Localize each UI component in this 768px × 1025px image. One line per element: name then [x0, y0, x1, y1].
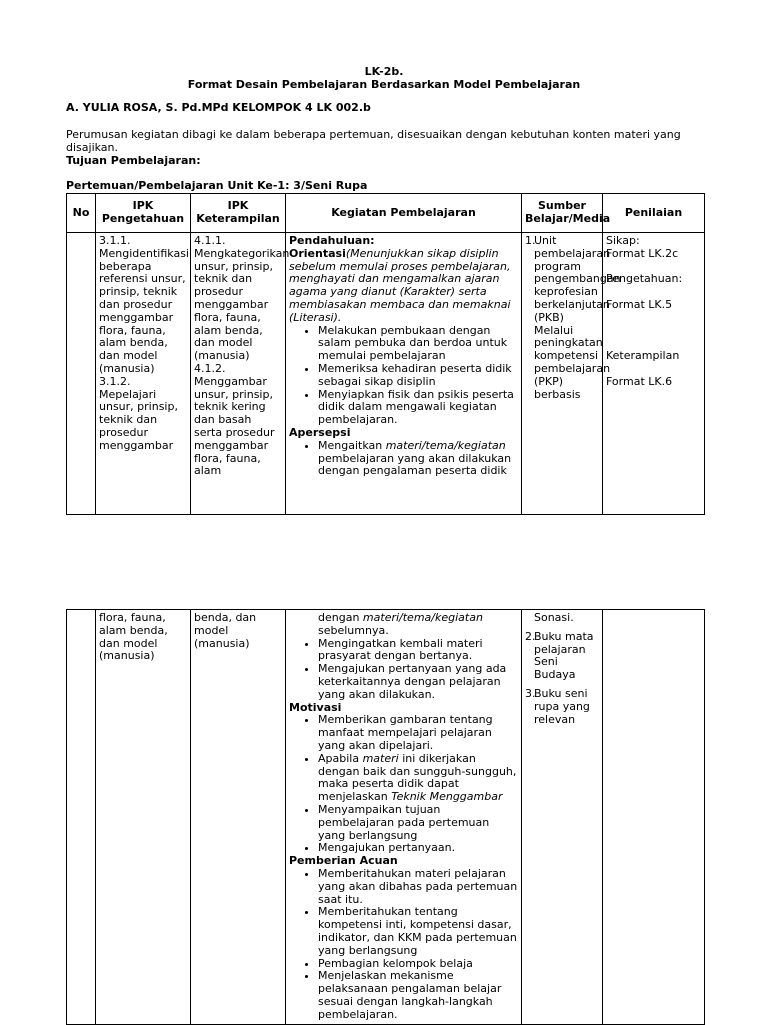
cell-ipk-keterampilan: benda, dan model (manusia) — [191, 610, 286, 1025]
list-item: • Memberitahukan tentang kompetensi inti, kompetensi dasar, indikator, dan KKM pada pertemuan yang berlangsung — [318, 906, 518, 957]
cell-no — [67, 233, 96, 515]
orientasi-label: Orientasi — [289, 246, 346, 260]
list-item: • Menyiapkan fisik dan psikis peserta didik dalam mengawali kegiatan pembelajaran. — [318, 389, 518, 427]
cell-kegiatan — [286, 610, 522, 1025]
list-item: • Memberitahukan materi pelajaran yang akan dibahas pada pertemuan saat itu. — [318, 868, 518, 906]
penilaian-line: Format LK.5 — [606, 297, 673, 311]
cell-sumber — [522, 233, 621, 515]
intro-paragraph: Perumusan kegiatan dibagi ke dalam beberapa pertemuan, disesuaikan dengan kebutuhan konten materi yang disajikan. — [66, 128, 681, 154]
pendahuluan-heading: Pendahuluan: — [289, 234, 375, 247]
acuan-list — [289, 868, 518, 1022]
list-item: • Mengingatkan kembali materi prasyarat dengan bertanya. — [318, 638, 518, 664]
motivasi-list — [289, 714, 518, 855]
cell-ipk-pengetahuan: 3.1.1. Mengidentifikasi beberapa referensi unsur, prinsip, teknik dan prosedur menggambar flora, fauna, alam benda, dan model (manusia) 3.1.2. Mepelajari unsur, prinsip, teknik dan prosedur menggambar — [96, 233, 191, 515]
list-item: • Mengaitkan materi/tema/kegiatan pembelajaran yang akan dilakukan dengan pengalaman peserta didik — [318, 440, 518, 478]
sumber-item: 3. Buku seni rupa yang relevan — [525, 686, 590, 726]
lesson-plan-table — [66, 193, 705, 515]
header-ipk-keterampilan: IPK Keterampilan — [191, 194, 286, 233]
document-code: LK-2b. — [364, 65, 404, 78]
motivasi-heading: Motivasi — [289, 700, 342, 714]
list-item: • Menyampaikan tujuan pembelajaran pada pertemuan yang berlangsung — [318, 804, 518, 842]
lesson-plan-table-continued — [66, 609, 705, 1025]
cell-kegiatan — [286, 233, 522, 515]
penilaian-line: Pengetahuan: — [606, 272, 683, 286]
penilaian-line: Format LK.2c — [606, 246, 679, 260]
list-item: • Mengajukan pertanyaan yang ada keterkaitannya dengan pelajaran yang akan dilakukan. — [318, 663, 518, 701]
header-ipk-pengetahuan: IPK Pengetahuan — [96, 194, 191, 233]
cell-sumber — [522, 610, 603, 1025]
penilaian-line: Sikap: — [606, 234, 640, 247]
tujuan-heading: Tujuan Pembelajaran: — [66, 154, 201, 167]
list-item: • Pembagian kelompok belaja — [318, 958, 518, 971]
pertemuan-heading: Pertemuan/Pembelajaran Unit Ke-1: 3/Seni Rupa — [66, 179, 368, 192]
orientasi-text: (Menunjukkan sikap disiplin sebelum memulai proses pembelajaran, menghayati dan mengamalkan ajaran agama yang dianut (Karakter) serta membiasakan membaca dan memaknai (Literasi). — [289, 246, 511, 324]
header-penilaian: Penilaian — [603, 194, 705, 233]
list-item: • Memberikan gambaran tentang manfaat mempelajari pelajaran yang akan dipelajari. — [318, 714, 518, 752]
orientasi-paragraph — [289, 248, 518, 325]
cell-ipk-pengetahuan: flora, fauna, alam benda, dan model (manusia) — [96, 610, 191, 1025]
penilaian-line: Keterampilan — [606, 349, 680, 363]
apersepsi-continued: dengan materi/tema/kegiatan sebelumnya. — [318, 611, 483, 637]
apersepsi-list-continued — [289, 638, 518, 702]
cell-ipk-keterampilan: 4.1.1. Mengkategorikan unsur, prinsip, teknik dan prosedur menggambar flora, fauna, alam benda, dan model (manusia) 4.1.2. Menggambar unsur, prinsip, teknik kering dan basah serta prosedur menggambar flora, fauna, alam — [191, 233, 286, 515]
header-no: No — [67, 194, 96, 233]
list-item: • Menjelaskan mekanisme pelaksanaan pengalaman belajar sesuai dengan langkah-langkah pembelajaran. — [318, 970, 518, 1021]
document-title: Format Desain Pembelajaran Berdasarkan Model Pembelajaran — [187, 78, 581, 91]
list-item: • Melakukan pembukaan dengan salam pembuka dan berdoa untuk memulai pembelajaran — [318, 325, 518, 363]
sumber-item: 2. Buku mata pelajaran Seni Budaya — [525, 629, 594, 682]
apersepsi-heading: Apersepsi — [289, 425, 351, 439]
header-sumber: Sumber Belajar/Media — [522, 194, 603, 233]
sumber-continued: Sonasi. — [534, 611, 574, 624]
acuan-heading: Pemberian Acuan — [289, 854, 398, 868]
apersepsi-list — [289, 440, 518, 478]
orientasi-list — [289, 325, 518, 427]
sumber-item: 1. Unit pembelajaran program pengembangan keprofesian berkelanjutan (PKB) Melalui peningkatan kompetensi pembelajaran (PKP) berbasis — [525, 234, 621, 401]
cell-penilaian — [603, 610, 705, 1025]
author-line: A. YULIA ROSA, S. Pd.MPd KELOMPOK 4 LK 002.b — [66, 101, 371, 114]
cell-no — [67, 610, 96, 1025]
penilaian-line: Format LK.6 — [606, 374, 673, 388]
list-item: • Mengajukan pertanyaan. — [318, 842, 518, 855]
list-item: • Memeriksa kehadiran peserta didik sebagai sikap disiplin — [318, 363, 518, 389]
header-kegiatan: Kegiatan Pembelajaran — [286, 194, 522, 233]
list-item: • Apabila materi ini dikerjakan dengan baik dan sungguh-sungguh, maka peserta didik dapat menjelaskan Teknik Menggambar — [318, 753, 518, 804]
